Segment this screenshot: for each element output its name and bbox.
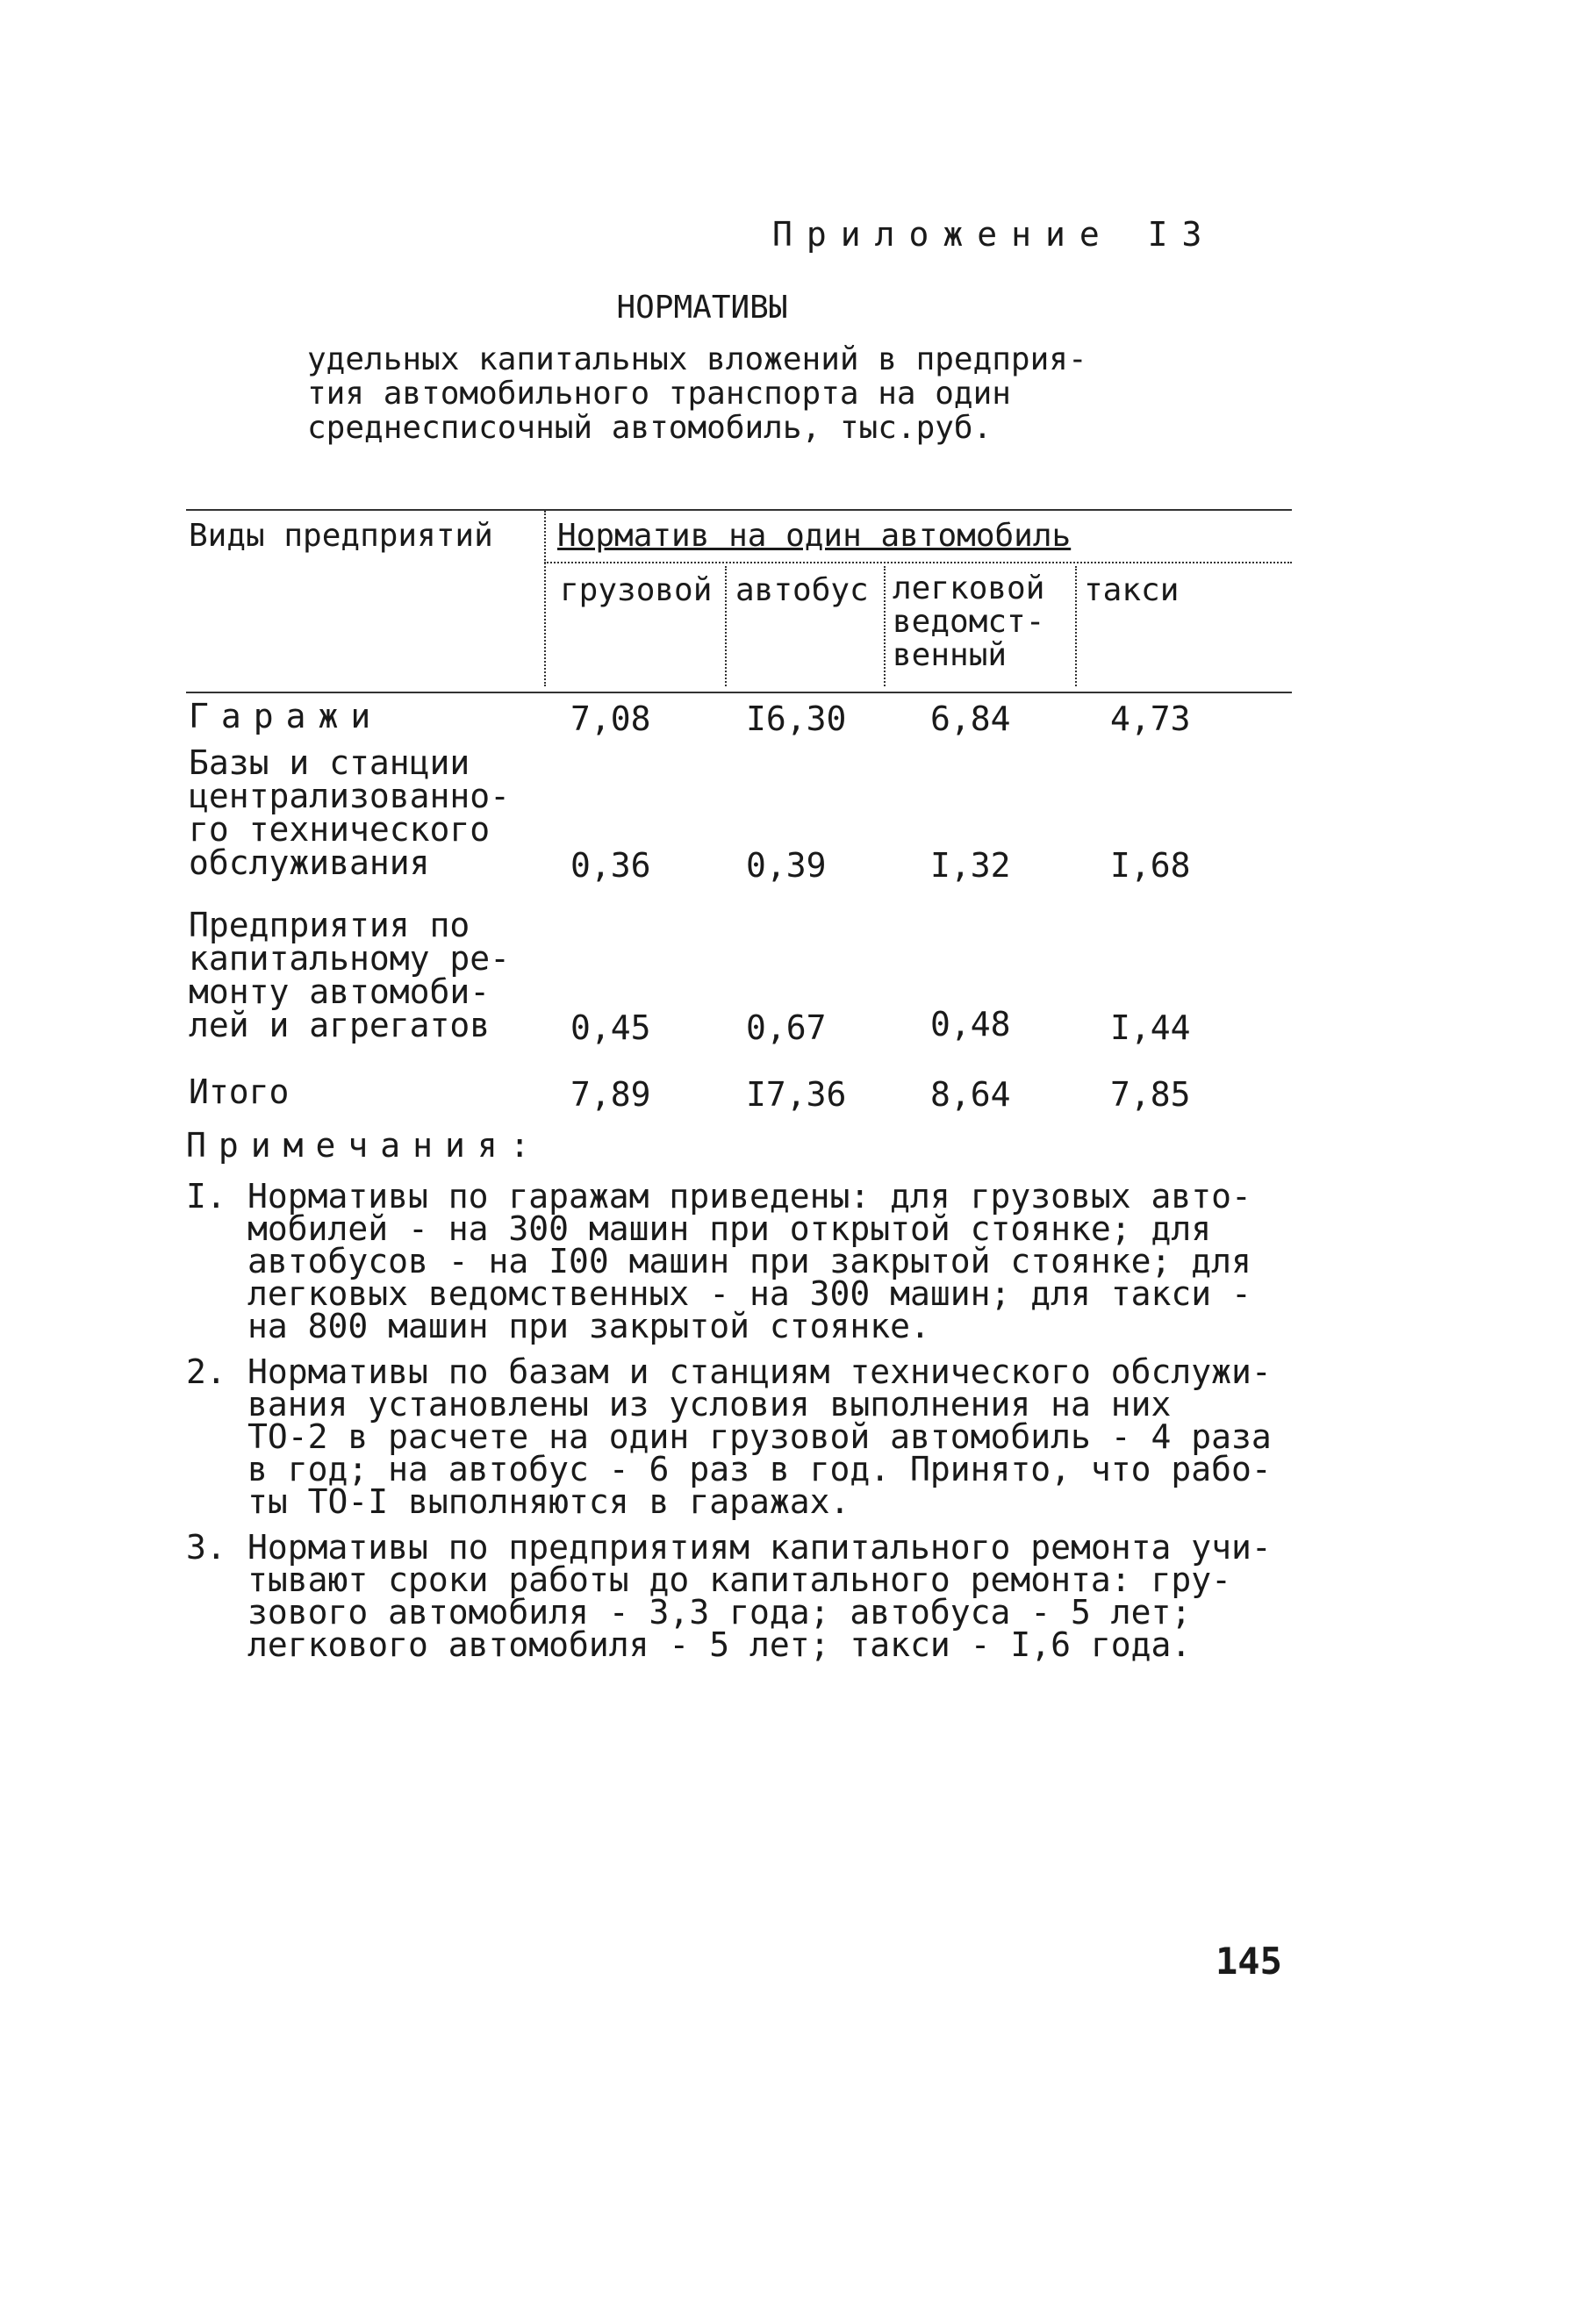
- cell-bus: I6,30: [746, 699, 847, 738]
- row-name-line: монту автомоби-: [189, 972, 491, 1011]
- cell-taxi: 7,85: [1110, 1075, 1191, 1114]
- cell-truck: 7,89: [570, 1075, 651, 1114]
- note-line: ты ТО-I выполняются в гаражах.: [247, 1482, 850, 1521]
- cell-truck: 7,08: [570, 699, 651, 738]
- note-text: [247, 1352, 1336, 1521]
- note-number: 2.: [186, 1352, 226, 1391]
- cell-bus: 0,67: [746, 1008, 827, 1047]
- header-taxi: такси: [1084, 572, 1180, 608]
- notes-heading: Примечания:: [186, 1126, 542, 1165]
- row-name-line: обслуживания: [189, 843, 430, 882]
- header-line: венный: [893, 637, 1008, 673]
- note-number: I.: [186, 1177, 226, 1216]
- row-name-line: Предприятия по: [189, 906, 470, 944]
- document-title: НОРМАТИВЫ: [616, 290, 788, 326]
- row-name: Итого: [189, 1072, 290, 1111]
- row-name-line: капитальному ре-: [189, 939, 511, 978]
- column-divider: [544, 511, 546, 686]
- header-line: легковой: [893, 570, 1045, 606]
- note-line: зового автомобиля - 3,3 года; автобуса - 5 лет;: [247, 1593, 1192, 1632]
- cell-bus: 0,39: [746, 846, 827, 885]
- subtitle-line: тия автомобильного транспорта на один: [307, 376, 1011, 412]
- note-line: тывают сроки работы до капитального ремонта: гру-: [247, 1560, 1232, 1599]
- header-norm-group: Норматив на один автомобиль: [557, 518, 1072, 554]
- header-truck: грузовой: [560, 572, 713, 608]
- note-line: в год; на автобус - 6 раз в год. Принято, что рабо-: [247, 1450, 1272, 1488]
- row-name-line: Базы и станции: [189, 743, 470, 782]
- row-name: [189, 908, 522, 1042]
- cell-truck: 0,36: [570, 846, 651, 885]
- note-line: легкового автомобиля - 5 лет; такси - I,6 года.: [247, 1625, 1192, 1664]
- cell-car: 8,64: [930, 1075, 1011, 1114]
- cell-bus: I7,36: [746, 1075, 847, 1114]
- column-divider: [725, 566, 727, 686]
- cell-taxi: 4,73: [1110, 699, 1191, 738]
- subtitle-line: удельных капитальных вложений в предприя-: [307, 341, 1087, 377]
- note-text: [247, 1177, 1336, 1345]
- cell-car: 6,84: [930, 699, 1011, 738]
- header-enterprise-type: Виды предприятий: [189, 518, 493, 554]
- row-name-line: лей и агрегатов: [189, 1006, 491, 1044]
- row-name: Гаражи: [189, 697, 384, 735]
- subtitle-line: среднесписочный автомобиль, тыс.руб.: [307, 410, 993, 446]
- cell-car: 0,48: [930, 1005, 1011, 1044]
- cell-car: I,32: [930, 846, 1011, 885]
- cell-taxi: I,44: [1110, 1008, 1191, 1047]
- note-line: Нормативы по предприятиям капитального ремонта учи-: [247, 1528, 1272, 1567]
- header-departmental-car: [893, 572, 1077, 672]
- row-name-line: го технического: [189, 810, 491, 849]
- cell-taxi: I,68: [1110, 846, 1191, 885]
- note-line: ТО-2 в расчете на один грузовой автомобиль - 4 раза: [247, 1417, 1272, 1456]
- note-text: [247, 1528, 1336, 1664]
- note-line: легковых ведомственных - на 300 машин; для такси -: [247, 1274, 1251, 1313]
- appendix-label: Приложение I3: [772, 215, 1216, 254]
- row-name-line: централизованно-: [189, 777, 511, 815]
- note-line: Нормативы по гаражам приведены: для грузовых авто-: [247, 1177, 1251, 1216]
- row-name: [189, 743, 522, 882]
- header-line: ведомст-: [893, 604, 1045, 640]
- table-top-rule: [186, 509, 1292, 511]
- note-line: мобилей - на 300 машин при открытой стоянке; для: [247, 1209, 1212, 1248]
- column-divider: [884, 566, 886, 686]
- table-header-rule: [186, 692, 1292, 693]
- note-line: вания установлены из условия выполнения на них: [247, 1385, 1172, 1424]
- note-line: на 800 машин при закрытой стоянке.: [247, 1307, 930, 1345]
- header-bus: автобус: [735, 572, 869, 608]
- cell-truck: 0,45: [570, 1008, 651, 1047]
- page-number: 145: [1216, 1940, 1282, 1983]
- table-group-rule: [544, 562, 1292, 563]
- note-number: 3.: [186, 1528, 226, 1567]
- note-line: автобусов - на I00 машин при закрытой стоянке; для: [247, 1242, 1251, 1280]
- document-subtitle: [307, 342, 1185, 445]
- note-line: Нормативы по базам и станциям технического обслужи-: [247, 1352, 1272, 1391]
